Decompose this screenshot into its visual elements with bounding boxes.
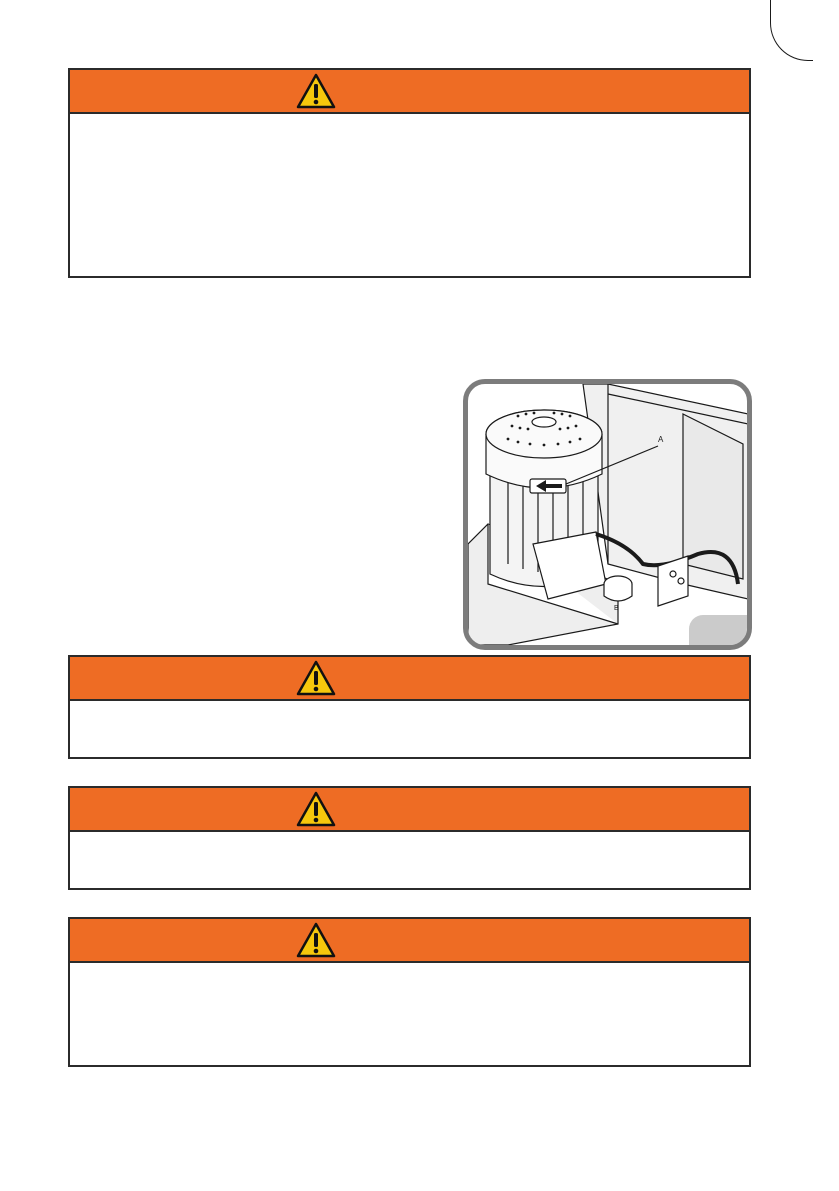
- warning-box: [68, 917, 751, 1067]
- warning-triangle-icon: [296, 73, 336, 109]
- warning-triangle-icon: [296, 922, 336, 958]
- page-corner-tab: [770, 0, 813, 61]
- warning-box: [68, 68, 751, 278]
- warning-text: [70, 114, 749, 142]
- warning-header: [70, 70, 749, 114]
- warning-header: [70, 788, 749, 832]
- motor-figure: [463, 379, 752, 650]
- warning-text: [70, 963, 749, 991]
- warning-box: [68, 786, 751, 890]
- motor-illustration: [468, 384, 747, 645]
- warning-triangle-icon: [296, 791, 336, 827]
- callout-label-b: B: [614, 605, 619, 612]
- warning-text: [70, 701, 749, 729]
- warning-header: [70, 919, 749, 963]
- warning-triangle-icon: [296, 660, 336, 696]
- figure-number-tab: [689, 615, 749, 647]
- callout-label-a: A: [658, 435, 664, 444]
- warning-header: [70, 657, 749, 701]
- warning-box: [68, 655, 751, 759]
- warning-text: [70, 832, 749, 860]
